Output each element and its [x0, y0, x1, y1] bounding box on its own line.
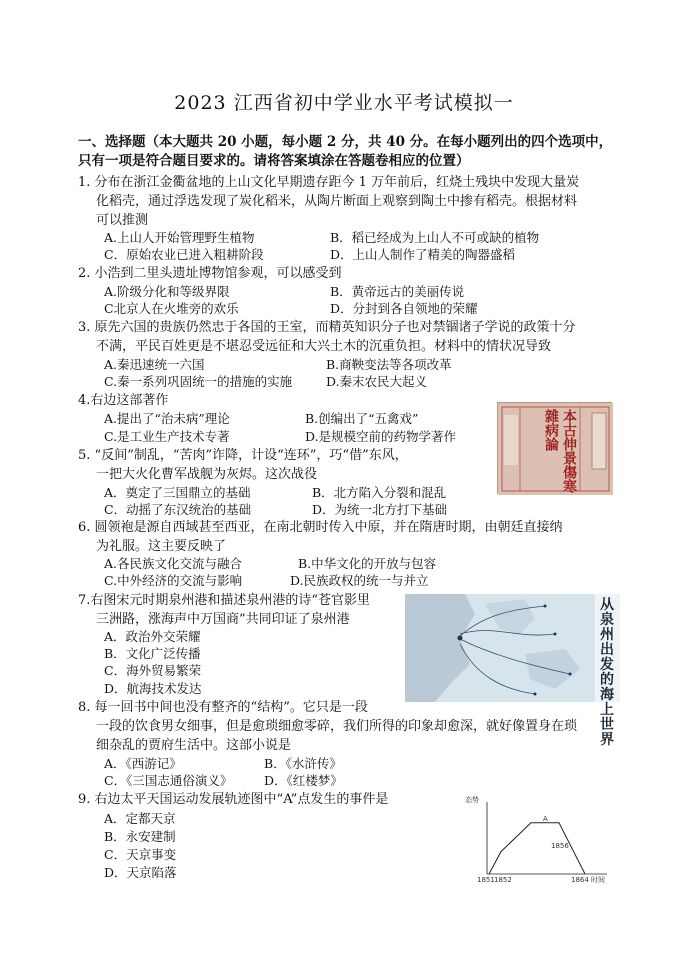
y-axis-label: 态势 — [465, 796, 479, 804]
option-b: B．北方陷入分裂和混乱 — [312, 485, 447, 500]
option-b: B．黄帝远古的美丽传说 — [330, 284, 465, 299]
section-heading — [78, 133, 628, 171]
question-text: 一段的饮食男女细事，但是愈琐细愈零碎，我们所得的印象却愈深，就好像置身在琐 — [96, 719, 578, 734]
option-a: A.提出了“治未病”理论 — [104, 411, 230, 426]
option-d: D．为统一北方打下基础 — [312, 502, 448, 517]
question-text: 右边太平天国运动发展轨迹图中“A”点发生的事件是 — [94, 792, 389, 807]
option-c: C．天京事变 — [104, 847, 177, 862]
question-number: 6. — [78, 520, 91, 535]
option-d: D.民族政权的统一与并立 — [290, 573, 429, 588]
question-text: 化稻壳，通过浮选发现了炭化稻米，从陶片断面上观察到陶土中掺有稻壳。根据材料 — [96, 194, 578, 209]
question-text: 每一回书中间也没有整齐的“结构”。它只是一段 — [94, 700, 368, 715]
trend-line — [489, 823, 585, 874]
question-6 — [78, 518, 608, 556]
point-a-label: A — [543, 814, 548, 823]
option-d: D．《红楼梦》 — [264, 773, 343, 788]
question-2 — [78, 264, 608, 283]
quanzhou-map-image — [405, 594, 620, 748]
option-d: D．航海技术发达 — [104, 681, 202, 696]
question-text: 三洲路，涨海声中万国商”共同印证了泉州港 — [96, 612, 350, 627]
question-text: 分布在浙江金衢盆地的上山文化早期遗存距今 1 万年前后，红烧土残块中发现大量炭 — [94, 175, 580, 190]
question-text: 原先六国的贵族仍然忠于各国的王室，而精英知识分子也对禁锢诸子学说的政策十分 — [94, 320, 576, 335]
question-text: 细杂乱的贾府生活中。这部小说是 — [96, 738, 292, 753]
year-label-1856: 1856 — [551, 842, 569, 850]
option-c: C．《三国志通俗演义》 — [104, 773, 233, 788]
question-text: 小浩到二里头遗址博物馆参观，可以感受到 — [94, 266, 342, 281]
option-a: A．奠定了三国鼎立的基础 — [104, 485, 251, 500]
question-3 — [78, 318, 608, 356]
question-5 — [78, 446, 488, 484]
option-d: D．分封到各自领地的荣耀 — [330, 301, 478, 316]
option-a: A．定都天京 — [104, 811, 176, 826]
section-heading-line2: 只有一项是符合题目要求的。请将答案填涂在答题卷相应的位置） — [78, 153, 470, 169]
question-number: 9. — [78, 792, 91, 807]
exam-title: 2023 江西省初中学业水平考试模拟一 — [174, 92, 514, 114]
option-c: C.中外经济的交流与影响 — [104, 573, 243, 588]
option-a: A.阶级分化和等级界限 — [104, 284, 230, 299]
question-number: 2. — [78, 266, 91, 281]
option-a: A．《西游记》 — [104, 756, 182, 771]
question-number: 5. — [78, 448, 91, 463]
option-c: C.秦一系列巩固统一的措施的实施 — [104, 374, 293, 389]
question-8 — [78, 698, 608, 755]
taiping-trend-chart — [465, 796, 615, 886]
option-b: B．《水浒传》 — [264, 756, 342, 771]
option-d: D．上山人制作了精美的陶器盛稻 — [330, 247, 516, 262]
question-number: 8. — [78, 700, 91, 715]
option-c: C.是工业生产技术专著 — [104, 429, 230, 444]
option-b: B．稻已经成为上山人不可或缺的植物 — [330, 230, 540, 245]
option-b: B.商鞅变法等各项改革 — [326, 357, 452, 372]
question-text: 右图宋元时期泉州港和描述泉州港的诗“苍官影里 — [90, 593, 371, 608]
option-c: C．原始农业已进入粗耕阶段 — [104, 247, 264, 262]
question-text: “反间”制乱，“苦肉”诈降，计设“连环”，巧“借”东风， — [94, 448, 408, 463]
question-number: 7. — [78, 593, 91, 608]
year-label-1851: 1851 — [477, 876, 495, 884]
option-c: C．海外贸易繁荣 — [104, 663, 202, 678]
trend-chart-svg — [465, 796, 615, 886]
question-number: 3. — [78, 320, 91, 335]
map-title: 从泉州出发的海上世界 — [600, 597, 614, 748]
option-a: A.上山人开始管理野生植物 — [104, 230, 255, 245]
option-d: D.秦末农民大起义 — [326, 374, 428, 389]
option-a: A.秦迅速统一六国 — [104, 357, 205, 372]
question-9 — [78, 790, 458, 809]
map-illustration — [405, 594, 620, 702]
year-label-1852: 1852 — [494, 876, 512, 884]
book-title-text: 本古伸景傷寒雜病論 — [543, 409, 577, 493]
option-d: D.是规模空前的药物学著作 — [305, 429, 457, 444]
question-text: 不满，平民百姓更是不堪忍受远征和大兴土木的沉重负担。材料中的情状况导致 — [96, 339, 552, 354]
question-7 — [78, 591, 408, 629]
question-text: 为礼服。这主要反映了 — [96, 539, 227, 554]
option-d: D．天京陷落 — [104, 865, 177, 880]
x-axis-label: 时间 — [591, 876, 605, 884]
option-c: C．动摇了东汉统治的基础 — [104, 502, 252, 517]
question-text: 圆领袍是源自西域甚至西亚，在南北朝时传入中原，并在隋唐时期，由朝廷直接纳 — [94, 520, 563, 535]
year-label-1864: 1864 — [571, 876, 589, 884]
option-b: B.创编出了“五禽戏” — [305, 411, 419, 426]
option-b: B．文化广泛传播 — [104, 646, 201, 661]
option-a: A．政治外交荣耀 — [104, 629, 201, 644]
question-text: 可以推测 — [96, 213, 149, 228]
question-number: 1. — [78, 175, 91, 190]
book-cover-image — [497, 402, 612, 494]
question-number: 4. — [78, 393, 91, 408]
option-b: B．永安建制 — [104, 829, 176, 844]
option-c: C北京人在火堆旁的欢乐 — [104, 301, 239, 316]
option-b: B.中华文化的开放与包容 — [298, 556, 437, 571]
question-text: 一把大火化曹军战舰为灰烬。这次战役 — [96, 467, 318, 482]
question-text: 右边这部著作 — [90, 393, 169, 408]
option-a: A.各民族文化交流与融合 — [104, 556, 243, 571]
question-1 — [78, 173, 608, 230]
section-heading-line1: 一、选择题（本大题共 20 小题，每小题 2 分，共 40 分。在每小题列出的四个选项中， — [78, 134, 613, 150]
